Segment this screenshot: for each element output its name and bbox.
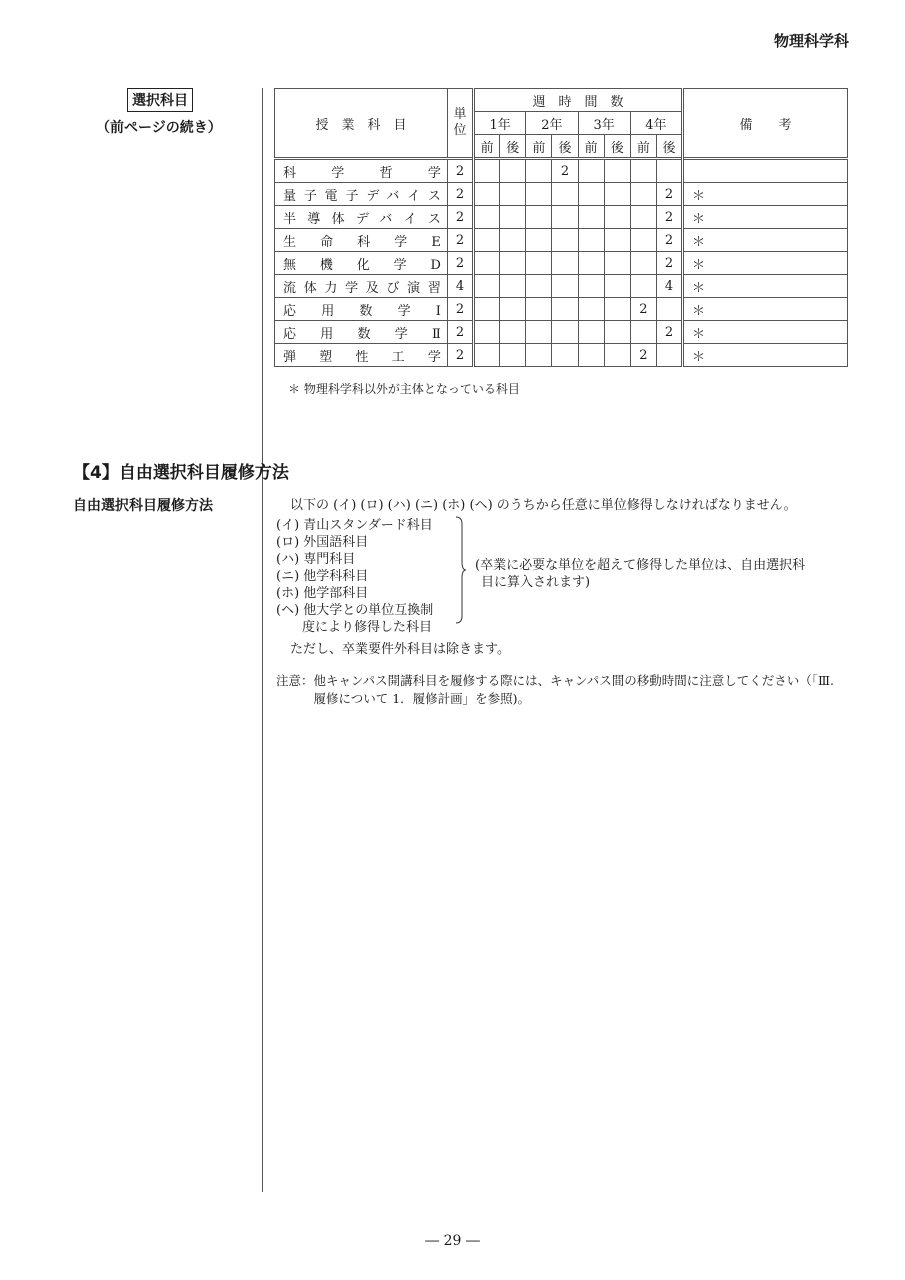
brace-note	[475, 557, 845, 591]
course-units: 2	[447, 321, 473, 344]
weekly-hours-cell	[578, 252, 604, 275]
notice-text	[276, 672, 851, 708]
weekly-hours-cell	[526, 229, 552, 252]
weekly-hours-cell	[500, 229, 526, 252]
course-name: 応用数学Ⅱ	[275, 321, 448, 344]
weekly-hours-cell	[656, 159, 682, 183]
table-row	[275, 206, 848, 229]
weekly-hours-cell	[500, 252, 526, 275]
weekly-hours-cell: 2	[656, 229, 682, 252]
weekly-hours-cell	[526, 206, 552, 229]
list-item: (イ) 青山スタンダード科目	[276, 518, 433, 533]
course-remark: ＊	[683, 206, 848, 229]
notice-line-1: 注意：他キャンパス開講科目を履修する際には、キャンパス間の移動時間に注意してください（「Ⅲ.	[276, 673, 835, 688]
course-remark	[683, 159, 848, 183]
header-weekly-hours: 週 時 間 数	[474, 89, 683, 112]
weekly-hours-cell	[578, 206, 604, 229]
free-elective-method-label: 自由選択科目履修方法	[73, 498, 213, 514]
weekly-hours-cell: 2	[656, 321, 682, 344]
weekly-hours-cell	[578, 229, 604, 252]
list-item: (ヘ) 他大学との単位互換制	[276, 603, 434, 618]
weekly-hours-cell	[630, 252, 656, 275]
weekly-hours-cell	[552, 206, 578, 229]
weekly-hours-cell: 2	[656, 206, 682, 229]
weekly-hours-cell	[474, 252, 500, 275]
table-row	[275, 183, 848, 206]
course-units: 2	[447, 159, 473, 183]
section-title: 【4】自由選択科目履修方法	[73, 463, 289, 483]
brace-note-line-1: (卒業に必要な単位を超えて修得した単位は、自由選択科	[475, 558, 806, 573]
course-remark: ＊	[683, 344, 848, 367]
weekly-hours-cell	[526, 275, 552, 298]
weekly-hours-cell: 2	[630, 344, 656, 367]
course-rows	[275, 159, 848, 367]
header-subject: 授 業 科 目	[275, 89, 448, 159]
header-term: 前	[526, 135, 552, 159]
weekly-hours-cell	[552, 275, 578, 298]
list-item: 度により修得した科目	[276, 620, 433, 635]
weekly-hours-cell	[552, 298, 578, 321]
weekly-hours-cell	[604, 298, 630, 321]
weekly-hours-cell	[500, 159, 526, 183]
header-term: 前	[474, 135, 500, 159]
course-name: 科学哲学	[275, 159, 448, 183]
continued-label: （前ページの続き）	[96, 120, 222, 136]
weekly-hours-cell	[500, 275, 526, 298]
list-item: (ハ) 専門科目	[276, 552, 356, 567]
course-remark: ＊	[683, 229, 848, 252]
weekly-hours-cell	[656, 298, 682, 321]
weekly-hours-cell	[552, 344, 578, 367]
weekly-hours-cell	[500, 344, 526, 367]
course-name: 半導体デバイス	[275, 206, 448, 229]
course-remark: ＊	[683, 252, 848, 275]
weekly-hours-cell: 2	[656, 252, 682, 275]
course-name: 生命科学E	[275, 229, 448, 252]
header-term: 前	[578, 135, 604, 159]
course-units: 2	[447, 344, 473, 367]
table-row	[275, 159, 848, 183]
elective-subjects-label: 選択科目	[127, 88, 193, 112]
course-remark: ＊	[683, 321, 848, 344]
weekly-hours-cell	[578, 321, 604, 344]
weekly-hours-cell	[552, 183, 578, 206]
right-brace-icon	[455, 516, 467, 624]
weekly-hours-cell	[578, 344, 604, 367]
weekly-hours-cell	[526, 344, 552, 367]
column-divider	[262, 88, 263, 1192]
header-term: 後	[552, 135, 578, 159]
table-row	[275, 298, 848, 321]
weekly-hours-cell	[656, 344, 682, 367]
header-remarks: 備 考	[683, 89, 848, 159]
header-term: 後	[656, 135, 682, 159]
weekly-hours-cell	[500, 298, 526, 321]
weekly-hours-cell	[578, 159, 604, 183]
course-units: 2	[447, 252, 473, 275]
weekly-hours-cell	[630, 183, 656, 206]
weekly-hours-cell	[526, 298, 552, 321]
course-units: 2	[447, 183, 473, 206]
header-term: 後	[604, 135, 630, 159]
weekly-hours-cell: 2	[656, 183, 682, 206]
course-units: 2	[447, 206, 473, 229]
weekly-hours-cell	[630, 229, 656, 252]
table-row	[275, 321, 848, 344]
course-name: 量子電子デバイス	[275, 183, 448, 206]
list-item: (ロ) 外国語科目	[276, 535, 369, 550]
table-row	[275, 252, 848, 275]
table-row	[275, 344, 848, 367]
header-year-4: 4年	[630, 112, 682, 135]
course-name: 無機化学D	[275, 252, 448, 275]
weekly-hours-cell	[604, 229, 630, 252]
course-remark: ＊	[683, 298, 848, 321]
weekly-hours-cell	[474, 321, 500, 344]
header-term: 前	[630, 135, 656, 159]
table-row	[275, 229, 848, 252]
table-row	[275, 275, 848, 298]
weekly-hours-cell	[578, 298, 604, 321]
weekly-hours-cell	[604, 183, 630, 206]
course-remark: ＊	[683, 183, 848, 206]
department-header: 物理科学科	[773, 32, 849, 50]
weekly-hours-cell	[604, 344, 630, 367]
list-item: (ホ) 他学部科目	[276, 586, 369, 601]
weekly-hours-cell	[526, 252, 552, 275]
header-year-3: 3年	[578, 112, 630, 135]
page-number: ― 29 ―	[425, 1233, 480, 1249]
weekly-hours-cell: 2	[630, 298, 656, 321]
intro-text: 以下の (イ) (ロ) (ハ) (ニ) (ホ) (ヘ) のうちから任意に単位修得しなければなりません。	[290, 498, 797, 513]
weekly-hours-cell	[552, 229, 578, 252]
header-year-2: 2年	[526, 112, 578, 135]
weekly-hours-cell	[604, 275, 630, 298]
weekly-hours-cell	[500, 183, 526, 206]
weekly-hours-cell	[578, 183, 604, 206]
weekly-hours-cell	[474, 298, 500, 321]
weekly-hours-cell	[526, 159, 552, 183]
course-table	[274, 88, 848, 367]
table-footnote: ＊ 物理科学科以外が主体となっている科目	[288, 382, 520, 396]
course-name: 流体力学及び演習	[275, 275, 448, 298]
weekly-hours-cell	[630, 206, 656, 229]
weekly-hours-cell	[474, 275, 500, 298]
weekly-hours-cell	[500, 206, 526, 229]
course-name: 弾塑性工学	[275, 344, 448, 367]
weekly-hours-cell	[604, 321, 630, 344]
weekly-hours-cell	[474, 183, 500, 206]
header-unit: 単位	[447, 89, 473, 159]
course-name: 応用数学Ⅰ	[275, 298, 448, 321]
header-year-1: 1年	[474, 112, 526, 135]
exception-text: ただし、卒業要件外科目は除きます。	[290, 642, 510, 657]
weekly-hours-cell	[630, 159, 656, 183]
weekly-hours-cell	[474, 229, 500, 252]
weekly-hours-cell	[474, 159, 500, 183]
weekly-hours-cell	[630, 275, 656, 298]
list-item: (ニ) 他学科科目	[276, 569, 369, 584]
weekly-hours-cell: 2	[552, 159, 578, 183]
weekly-hours-cell	[474, 344, 500, 367]
brace-note-line-2: 目に算入されます)	[481, 575, 591, 590]
header-term: 後	[500, 135, 526, 159]
weekly-hours-cell	[604, 159, 630, 183]
course-remark: ＊	[683, 275, 848, 298]
course-units: 2	[447, 298, 473, 321]
weekly-hours-cell	[630, 321, 656, 344]
weekly-hours-cell	[526, 321, 552, 344]
weekly-hours-cell	[552, 252, 578, 275]
weekly-hours-cell	[500, 321, 526, 344]
course-units: 4	[447, 275, 473, 298]
weekly-hours-cell	[578, 275, 604, 298]
weekly-hours-cell	[474, 206, 500, 229]
weekly-hours-cell: 4	[656, 275, 682, 298]
weekly-hours-cell	[604, 206, 630, 229]
weekly-hours-cell	[604, 252, 630, 275]
notice-line-2: 履修について 1．履修計画」を参照)。	[276, 691, 531, 706]
weekly-hours-cell	[526, 183, 552, 206]
weekly-hours-cell	[552, 321, 578, 344]
course-units: 2	[447, 229, 473, 252]
